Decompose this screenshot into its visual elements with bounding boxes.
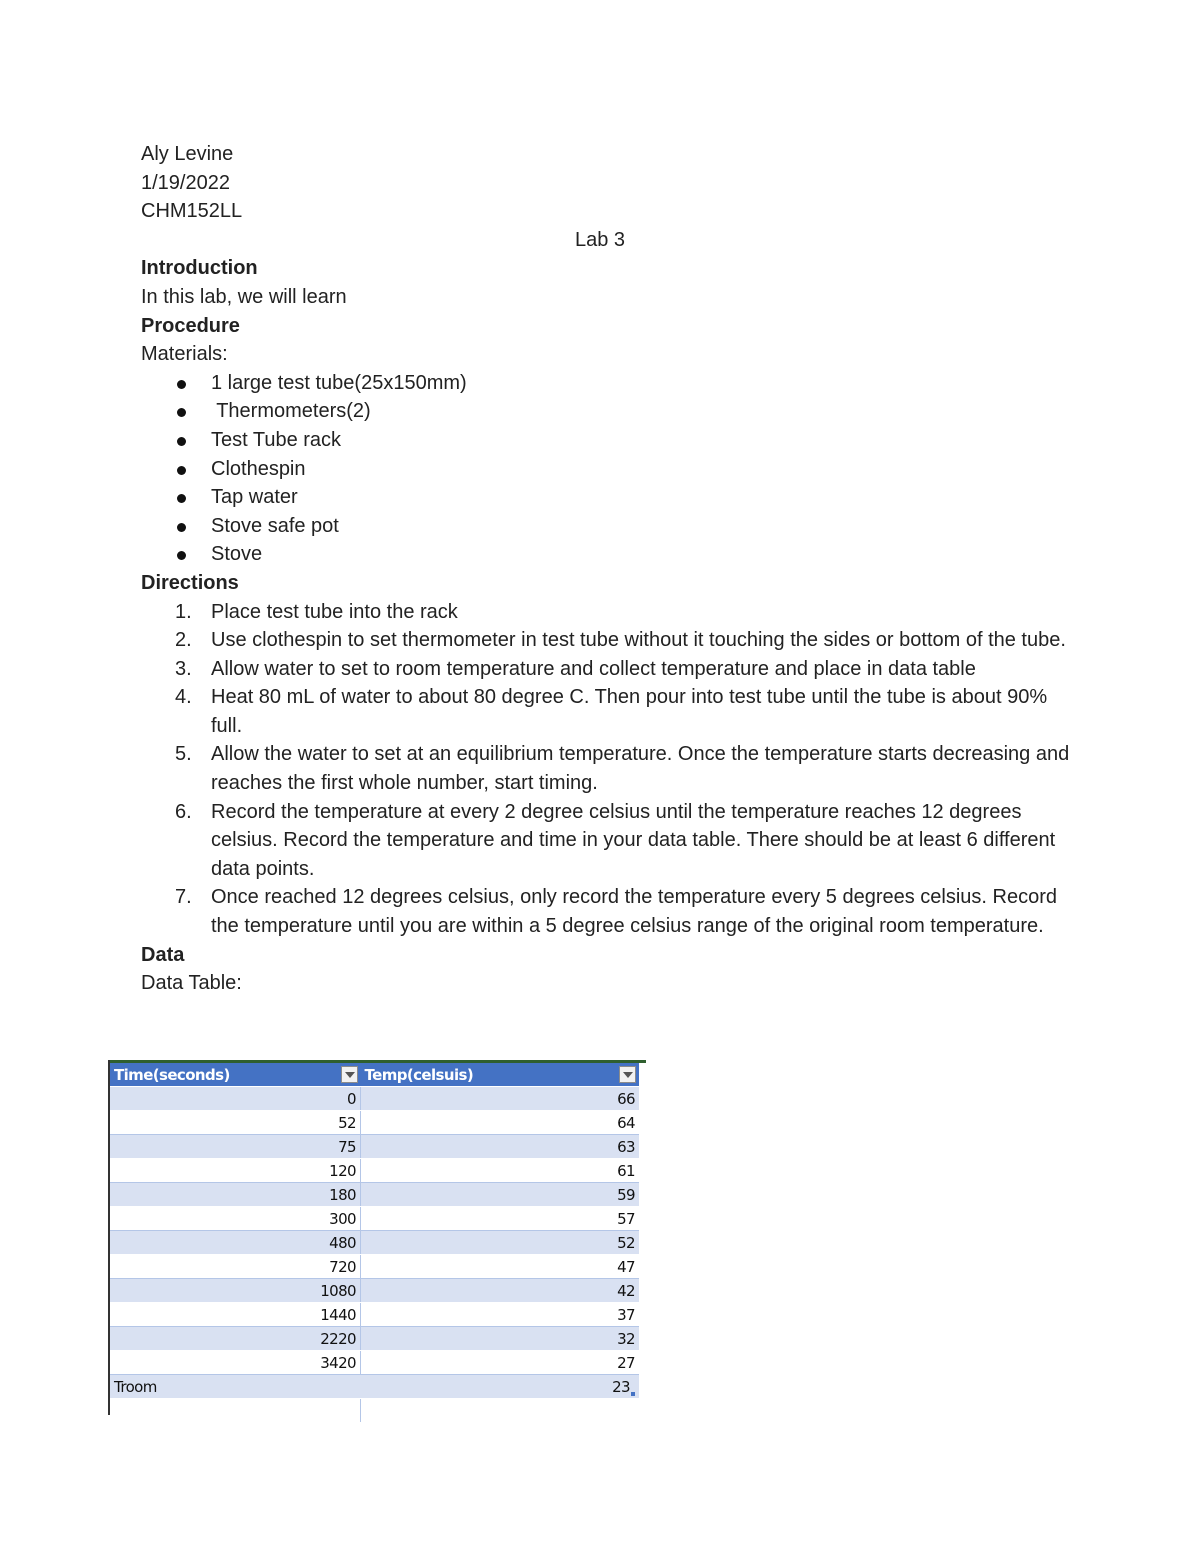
materials-list-item — [141, 455, 1071, 484]
direction-step — [141, 626, 1071, 655]
cell-time[interactable]: 720 — [110, 1255, 361, 1279]
direction-step — [141, 740, 1071, 797]
filter-dropdown-icon[interactable] — [619, 1066, 636, 1083]
cell-temp[interactable]: 63 — [361, 1135, 640, 1159]
step-number: 3. — [175, 657, 192, 680]
materials-list-item — [141, 369, 1071, 398]
materials-label: Materials: — [141, 343, 228, 366]
column-header-temp — [361, 1063, 640, 1087]
material-text: Clothespin — [211, 457, 306, 480]
step-number: 7. — [175, 886, 192, 909]
directions-list — [141, 598, 1071, 941]
step-text: Use clothespin to set thermometer in test tube without it touching the sides or bottom of the tube. — [211, 629, 1066, 652]
material-text: 1 large test tube(25x150mm) — [211, 371, 467, 394]
cell-time[interactable]: 52 — [110, 1111, 361, 1135]
table-row — [110, 1255, 639, 1279]
bullet-icon — [177, 408, 186, 417]
step-text: Place test tube into the rack — [211, 600, 458, 623]
direction-step — [141, 798, 1071, 884]
empty-cell[interactable] — [110, 1399, 361, 1423]
document-title: Lab 3 — [574, 228, 626, 251]
column-header-time-label: Time(seconds) — [114, 1065, 230, 1084]
cell-room-temp-label[interactable]: Troom — [110, 1375, 361, 1399]
table-row — [110, 1183, 639, 1207]
cell-room-temp-value[interactable] — [361, 1375, 640, 1399]
cell-time[interactable]: 75 — [110, 1135, 361, 1159]
bullet-icon — [177, 437, 186, 446]
direction-step — [141, 883, 1071, 940]
material-text: Tap water — [211, 486, 298, 509]
table-row — [110, 1351, 639, 1375]
introduction-text: In this lab, we will learn — [141, 285, 347, 308]
cell-temp[interactable]: 61 — [361, 1159, 640, 1183]
step-number: 2. — [175, 629, 192, 652]
cell-time[interactable]: 120 — [110, 1159, 361, 1183]
empty-row — [110, 1399, 639, 1423]
materials-list — [141, 369, 1071, 569]
author-name: Aly Levine — [141, 143, 234, 165]
cell-time[interactable]: 3420 — [110, 1351, 361, 1375]
bullet-icon — [177, 380, 186, 389]
material-text: Thermometers(2) — [211, 400, 371, 423]
introduction-heading: Introduction — [141, 257, 258, 280]
table-row — [110, 1303, 639, 1327]
cell-time[interactable]: 1080 — [110, 1279, 361, 1303]
cell-temp[interactable]: 52 — [361, 1231, 640, 1255]
cell-time[interactable]: 300 — [110, 1207, 361, 1231]
cell-temp[interactable]: 27 — [361, 1351, 640, 1375]
table-row — [110, 1207, 639, 1231]
data-table-label: Data Table: — [141, 972, 242, 995]
cell-time[interactable]: 1440 — [110, 1303, 361, 1327]
table-body — [110, 1087, 639, 1423]
materials-list-item — [141, 483, 1071, 512]
material-text: Test Tube rack — [211, 428, 342, 451]
material-text: Stove — [211, 543, 263, 566]
cell-temp[interactable]: 37 — [361, 1303, 640, 1327]
table-row — [110, 1111, 639, 1135]
table-row — [110, 1159, 639, 1183]
table-row — [110, 1231, 639, 1255]
document-body — [141, 140, 1071, 998]
cell-time[interactable]: 0 — [110, 1087, 361, 1111]
empty-cell[interactable] — [361, 1399, 640, 1423]
course-code: CHM152LL — [141, 200, 243, 223]
step-text: Allow water to set to room temperature and collect temperature and place in data table — [211, 657, 976, 680]
cell-temp[interactable]: 42 — [361, 1279, 640, 1303]
table-footer-row — [110, 1375, 639, 1399]
step-text: Heat 80 mL of water to about 80 degree C. Then pour into test tube until the tube is about 90% full. — [211, 686, 1048, 737]
data-table-image — [108, 1060, 646, 1415]
table-header-row — [110, 1063, 639, 1087]
step-text: Record the temperature at every 2 degree celsius until the temperature reaches 12 degrees celsius. Record the temperature and time in your data table. There should be at least 6 different data points. — [211, 800, 1056, 880]
materials-list-item — [141, 540, 1071, 569]
direction-step — [141, 683, 1071, 740]
procedure-heading: Procedure — [141, 314, 240, 337]
cell-temp[interactable]: 57 — [361, 1207, 640, 1231]
column-header-temp-label: Temp(celsuis) — [364, 1065, 474, 1084]
step-number: 6. — [175, 800, 192, 823]
table-row — [110, 1135, 639, 1159]
column-header-time — [110, 1063, 361, 1087]
direction-step — [141, 655, 1071, 684]
cell-time[interactable]: 2220 — [110, 1327, 361, 1351]
material-text: Stove safe pot — [211, 514, 339, 537]
step-number: 4. — [175, 686, 192, 709]
bullet-icon — [177, 551, 186, 560]
bullet-icon — [177, 494, 186, 503]
bullet-icon — [177, 466, 186, 475]
cell-temp[interactable]: 64 — [361, 1111, 640, 1135]
table-row — [110, 1087, 639, 1111]
cell-time[interactable]: 180 — [110, 1183, 361, 1207]
filter-dropdown-icon[interactable] — [341, 1066, 358, 1083]
bullet-icon — [177, 523, 186, 532]
step-text: Once reached 12 degrees celsius, only record the temperature every 5 degrees celsius. Record the temperature until you are within a 5 degree celsius range of the original room temperature. — [211, 886, 1058, 938]
document-date: 1/19/2022 — [141, 171, 230, 194]
cell-temp[interactable]: 59 — [361, 1183, 640, 1207]
materials-list-item — [141, 426, 1071, 455]
directions-heading: Directions — [141, 571, 239, 594]
room-temp-value: 23 — [612, 1377, 630, 1396]
cell-time[interactable]: 480 — [110, 1231, 361, 1255]
materials-list-item — [141, 512, 1071, 541]
cell-temp[interactable]: 66 — [361, 1087, 640, 1111]
cell-temp[interactable]: 47 — [361, 1255, 640, 1279]
table-row — [110, 1279, 639, 1303]
cell-temp[interactable]: 32 — [361, 1327, 640, 1351]
step-number: 5. — [175, 743, 192, 766]
data-heading: Data — [141, 943, 185, 966]
table-row — [110, 1327, 639, 1351]
direction-step — [141, 598, 1071, 627]
data-table — [110, 1063, 639, 1423]
step-text: Allow the water to set at an equilibrium temperature. Once the temperature starts decreasing and reaches the first whole number, start timing. — [211, 743, 1070, 795]
fill-handle-icon[interactable] — [631, 1392, 635, 1396]
step-number: 1. — [175, 600, 192, 623]
materials-list-item — [141, 397, 1071, 426]
